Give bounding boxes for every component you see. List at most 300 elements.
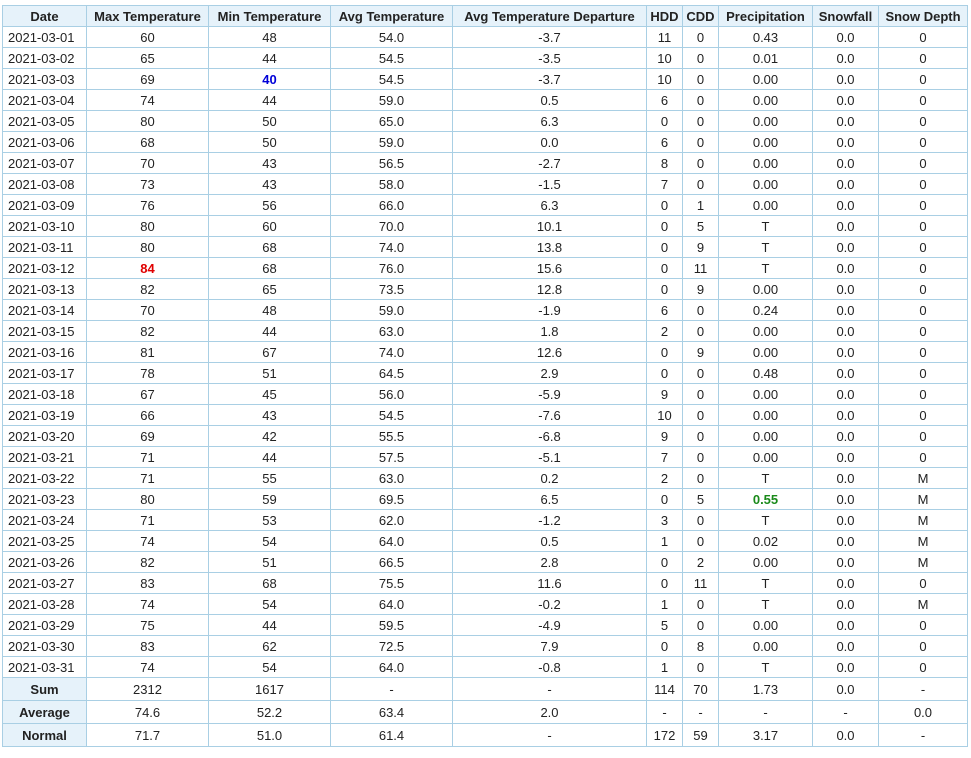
cell-snow-depth: 0: [879, 321, 968, 342]
cell-max-temperature: 74: [87, 594, 209, 615]
cell-snowfall: 0.0: [813, 90, 879, 111]
cell-min-temperature: 56: [209, 195, 331, 216]
cell-hdd: 0: [647, 195, 683, 216]
cell-snow-depth: 0: [879, 27, 968, 48]
cell-cdd: 0: [683, 27, 719, 48]
cell-snowfall: 0.0: [813, 531, 879, 552]
header-hdd: HDD: [647, 6, 683, 27]
table-row: [3, 573, 968, 594]
cell-cdd: 5: [683, 489, 719, 510]
summary-hdd: -: [647, 701, 683, 724]
cell-precipitation: 0.00: [719, 384, 813, 405]
cell-max-temperature: 70: [87, 300, 209, 321]
cell-max-temperature: 75: [87, 615, 209, 636]
table-row: [3, 321, 968, 342]
cell-cdd: 8: [683, 636, 719, 657]
cell-precipitation: 0.00: [719, 615, 813, 636]
cell-precipitation: 0.00: [719, 405, 813, 426]
cell-snow-depth: 0: [879, 363, 968, 384]
cell-date: 2021-03-02: [3, 48, 87, 69]
header-snowfall: Snowfall: [813, 6, 879, 27]
cell-date: 2021-03-17: [3, 363, 87, 384]
cell-precipitation: T: [719, 594, 813, 615]
summary-hdd: 172: [647, 724, 683, 747]
summary-precipitation: 3.17: [719, 724, 813, 747]
cell-avg-temperature: 66.5: [331, 552, 453, 573]
cell-min-temperature: 44: [209, 447, 331, 468]
cell-date: 2021-03-19: [3, 405, 87, 426]
summary-avg-temperature-departure: -: [453, 678, 647, 701]
cell-precipitation: 0.48: [719, 363, 813, 384]
cell-snowfall: 0.0: [813, 573, 879, 594]
cell-avg-temperature-departure: -3.5: [453, 48, 647, 69]
cell-snow-depth: 0: [879, 216, 968, 237]
cell-max-temperature: 74: [87, 657, 209, 678]
cell-date: 2021-03-11: [3, 237, 87, 258]
cell-cdd: 2: [683, 552, 719, 573]
summary-snow-depth: 0.0: [879, 701, 968, 724]
cell-snowfall: 0.0: [813, 195, 879, 216]
cell-min-temperature: 43: [209, 174, 331, 195]
cell-avg-temperature: 64.0: [331, 531, 453, 552]
cell-max-temperature: 78: [87, 363, 209, 384]
table-row: [3, 27, 968, 48]
cell-avg-temperature-departure: 2.8: [453, 552, 647, 573]
cell-date: 2021-03-25: [3, 531, 87, 552]
summary-avg-temperature: -: [331, 678, 453, 701]
summary-max-temperature: 2312: [87, 678, 209, 701]
cell-avg-temperature: 56.0: [331, 384, 453, 405]
cell-avg-temperature: 54.5: [331, 405, 453, 426]
header-row: [3, 6, 968, 27]
table-row: [3, 258, 968, 279]
header-date: Date: [3, 6, 87, 27]
summary-cdd: 59: [683, 724, 719, 747]
cell-avg-temperature: 54.5: [331, 69, 453, 90]
cell-date: 2021-03-28: [3, 594, 87, 615]
cell-avg-temperature: 58.0: [331, 174, 453, 195]
cell-date: 2021-03-26: [3, 552, 87, 573]
cell-avg-temperature-departure: -3.7: [453, 27, 647, 48]
cell-avg-temperature: 59.0: [331, 132, 453, 153]
cell-snowfall: 0.0: [813, 447, 879, 468]
cell-hdd: 0: [647, 342, 683, 363]
cell-snow-depth: 0: [879, 300, 968, 321]
cell-avg-temperature-departure: 0.5: [453, 90, 647, 111]
cell-max-temperature: 66: [87, 405, 209, 426]
header-avg-temperature-departure: Avg Temperature Departure: [453, 6, 647, 27]
cell-cdd: 0: [683, 447, 719, 468]
cell-max-temperature: 74: [87, 531, 209, 552]
summary-min-temperature: 52.2: [209, 701, 331, 724]
cell-max-temperature: 65: [87, 48, 209, 69]
cell-hdd: 2: [647, 321, 683, 342]
cell-min-temperature: 44: [209, 615, 331, 636]
cell-avg-temperature: 54.5: [331, 48, 453, 69]
cell-snow-depth: 0: [879, 69, 968, 90]
table-row: [3, 426, 968, 447]
cell-max-temperature: 81: [87, 342, 209, 363]
cell-hdd: 0: [647, 111, 683, 132]
cell-date: 2021-03-05: [3, 111, 87, 132]
cell-avg-temperature-departure: 10.1: [453, 216, 647, 237]
cell-avg-temperature-departure: -7.6: [453, 405, 647, 426]
cell-hdd: 5: [647, 615, 683, 636]
cell-snowfall: 0.0: [813, 615, 879, 636]
cell-min-temperature: 51: [209, 552, 331, 573]
cell-max-temperature: 83: [87, 636, 209, 657]
cell-date: 2021-03-31: [3, 657, 87, 678]
cell-date: 2021-03-22: [3, 468, 87, 489]
cell-avg-temperature: 75.5: [331, 573, 453, 594]
cell-date: 2021-03-14: [3, 300, 87, 321]
cell-cdd: 0: [683, 363, 719, 384]
cell-cdd: 0: [683, 426, 719, 447]
cell-snowfall: 0.0: [813, 69, 879, 90]
cell-snowfall: 0.0: [813, 510, 879, 531]
cell-cdd: 0: [683, 384, 719, 405]
cell-precipitation: 0.00: [719, 426, 813, 447]
summary-avg-temperature-departure: -: [453, 724, 647, 747]
cell-cdd: 0: [683, 321, 719, 342]
cell-cdd: 0: [683, 594, 719, 615]
cell-cdd: 0: [683, 300, 719, 321]
cell-snow-depth: 0: [879, 447, 968, 468]
cell-snowfall: 0.0: [813, 321, 879, 342]
cell-max-temperature: 82: [87, 279, 209, 300]
table-row: [3, 153, 968, 174]
cell-precipitation: T: [719, 237, 813, 258]
summary-hdd: 114: [647, 678, 683, 701]
cell-max-temperature: 69: [87, 69, 209, 90]
cell-hdd: 1: [647, 657, 683, 678]
cell-min-temperature: 44: [209, 48, 331, 69]
cell-cdd: 0: [683, 69, 719, 90]
summary-snowfall: 0.0: [813, 724, 879, 747]
cell-date: 2021-03-29: [3, 615, 87, 636]
cell-date: 2021-03-21: [3, 447, 87, 468]
cell-avg-temperature-departure: -1.2: [453, 510, 647, 531]
table-row: [3, 111, 968, 132]
cell-hdd: 0: [647, 279, 683, 300]
cell-max-temperature: 71: [87, 510, 209, 531]
table-row: [3, 447, 968, 468]
cell-date: 2021-03-24: [3, 510, 87, 531]
cell-hdd: 0: [647, 216, 683, 237]
cell-cdd: 9: [683, 237, 719, 258]
cell-snowfall: 0.0: [813, 657, 879, 678]
cell-max-temperature: 71: [87, 468, 209, 489]
cell-snowfall: 0.0: [813, 258, 879, 279]
cell-date: 2021-03-16: [3, 342, 87, 363]
cell-avg-temperature-departure: -6.8: [453, 426, 647, 447]
summary-row-average: [3, 701, 968, 724]
cell-cdd: 11: [683, 573, 719, 594]
cell-snowfall: 0.0: [813, 300, 879, 321]
cell-snow-depth: 0: [879, 573, 968, 594]
cell-cdd: 0: [683, 90, 719, 111]
cell-hdd: 1: [647, 594, 683, 615]
summary-row-sum: [3, 678, 968, 701]
cell-avg-temperature: 54.0: [331, 27, 453, 48]
table-row: [3, 531, 968, 552]
cell-avg-temperature-departure: -0.2: [453, 594, 647, 615]
cell-min-temperature: 59: [209, 489, 331, 510]
cell-hdd: 6: [647, 300, 683, 321]
cell-precipitation: 0.00: [719, 447, 813, 468]
cell-avg-temperature-departure: -1.9: [453, 300, 647, 321]
cell-avg-temperature: 65.0: [331, 111, 453, 132]
cell-snow-depth: 0: [879, 258, 968, 279]
cell-hdd: 1: [647, 531, 683, 552]
table-header: [3, 6, 968, 27]
cell-avg-temperature-departure: 13.8: [453, 237, 647, 258]
cell-hdd: 0: [647, 489, 683, 510]
summary-row-normal: [3, 724, 968, 747]
cell-min-temperature: 54: [209, 531, 331, 552]
cell-avg-temperature-departure: -5.9: [453, 384, 647, 405]
cell-hdd: 10: [647, 405, 683, 426]
cell-date: 2021-03-09: [3, 195, 87, 216]
cell-avg-temperature: 63.0: [331, 468, 453, 489]
cell-precipitation: T: [719, 657, 813, 678]
cell-avg-temperature: 63.0: [331, 321, 453, 342]
cell-hdd: 0: [647, 363, 683, 384]
cell-snow-depth: 0: [879, 237, 968, 258]
cell-avg-temperature-departure: -5.1: [453, 447, 647, 468]
cell-snow-depth: 0: [879, 657, 968, 678]
table-row: [3, 384, 968, 405]
cell-snow-depth: 0: [879, 384, 968, 405]
cell-min-temperature: 54: [209, 594, 331, 615]
cell-snowfall: 0.0: [813, 279, 879, 300]
summary-label: Average: [3, 701, 87, 724]
cell-date: 2021-03-15: [3, 321, 87, 342]
cell-min-temperature: 44: [209, 321, 331, 342]
cell-snow-depth: M: [879, 510, 968, 531]
header-precipitation: Precipitation: [719, 6, 813, 27]
cell-min-temperature: 50: [209, 111, 331, 132]
summary-avg-temperature: 63.4: [331, 701, 453, 724]
table-row: [3, 90, 968, 111]
cell-precipitation: 0.00: [719, 69, 813, 90]
cell-min-temperature: 55: [209, 468, 331, 489]
cell-avg-temperature: 74.0: [331, 237, 453, 258]
cell-avg-temperature: 59.5: [331, 615, 453, 636]
cell-min-temperature: 43: [209, 153, 331, 174]
cell-max-temperature: 73: [87, 174, 209, 195]
cell-snow-depth: M: [879, 552, 968, 573]
cell-max-temperature: 71: [87, 447, 209, 468]
cell-hdd: 8: [647, 153, 683, 174]
cell-cdd: 9: [683, 342, 719, 363]
summary-avg-temperature-departure: 2.0: [453, 701, 647, 724]
cell-min-temperature: 53: [209, 510, 331, 531]
summary-max-temperature: 74.6: [87, 701, 209, 724]
cell-cdd: 0: [683, 615, 719, 636]
summary-snow-depth: -: [879, 678, 968, 701]
cell-cdd: 0: [683, 153, 719, 174]
summary-cdd: 70: [683, 678, 719, 701]
cell-avg-temperature-departure: 12.8: [453, 279, 647, 300]
summary-snow-depth: -: [879, 724, 968, 747]
table-row: [3, 132, 968, 153]
cell-precipitation: 0.00: [719, 174, 813, 195]
table-row: [3, 300, 968, 321]
summary-snowfall: -: [813, 701, 879, 724]
cell-min-temperature: 60: [209, 216, 331, 237]
cell-hdd: 0: [647, 636, 683, 657]
cell-hdd: 7: [647, 174, 683, 195]
cell-precipitation: 0.00: [719, 342, 813, 363]
cell-min-temperature: 48: [209, 27, 331, 48]
cell-avg-temperature-departure: -3.7: [453, 69, 647, 90]
cell-max-temperature: 74: [87, 90, 209, 111]
cell-cdd: 0: [683, 657, 719, 678]
cell-snowfall: 0.0: [813, 594, 879, 615]
cell-max-temperature: 67: [87, 384, 209, 405]
summary-label: Sum: [3, 678, 87, 701]
header-min-temperature: Min Temperature: [209, 6, 331, 27]
table-row: [3, 363, 968, 384]
cell-precipitation: 0.00: [719, 90, 813, 111]
table-row: [3, 594, 968, 615]
header-max-temperature: Max Temperature: [87, 6, 209, 27]
cell-cdd: 0: [683, 174, 719, 195]
cell-hdd: 0: [647, 552, 683, 573]
summary-avg-temperature: 61.4: [331, 724, 453, 747]
cell-precipitation: 0.00: [719, 153, 813, 174]
cell-hdd: 7: [647, 447, 683, 468]
cell-precipitation: 0.00: [719, 279, 813, 300]
cell-snow-depth: 0: [879, 615, 968, 636]
table-row: [3, 510, 968, 531]
cell-avg-temperature: 57.5: [331, 447, 453, 468]
cell-date: 2021-03-18: [3, 384, 87, 405]
cell-date: 2021-03-13: [3, 279, 87, 300]
cell-hdd: 9: [647, 426, 683, 447]
cell-avg-temperature: 59.0: [331, 300, 453, 321]
cell-avg-temperature-departure: 12.6: [453, 342, 647, 363]
cell-cdd: 5: [683, 216, 719, 237]
climate-data-table: [2, 5, 968, 747]
cell-cdd: 0: [683, 48, 719, 69]
cell-date: 2021-03-27: [3, 573, 87, 594]
cell-min-temperature: 40: [209, 69, 331, 90]
cell-avg-temperature-departure: 6.3: [453, 195, 647, 216]
summary-cdd: -: [683, 701, 719, 724]
cell-avg-temperature: 56.5: [331, 153, 453, 174]
cell-snowfall: 0.0: [813, 342, 879, 363]
cell-cdd: 0: [683, 510, 719, 531]
table-row: [3, 405, 968, 426]
table-row: [3, 216, 968, 237]
cell-snowfall: 0.0: [813, 405, 879, 426]
table-row: [3, 489, 968, 510]
cell-precipitation: 0.00: [719, 195, 813, 216]
cell-min-temperature: 48: [209, 300, 331, 321]
cell-snow-depth: 0: [879, 48, 968, 69]
cell-snowfall: 0.0: [813, 153, 879, 174]
cell-snowfall: 0.0: [813, 132, 879, 153]
cell-min-temperature: 51: [209, 363, 331, 384]
cell-snowfall: 0.0: [813, 48, 879, 69]
cell-min-temperature: 42: [209, 426, 331, 447]
cell-avg-temperature-departure: 1.8: [453, 321, 647, 342]
cell-avg-temperature-departure: -2.7: [453, 153, 647, 174]
cell-date: 2021-03-08: [3, 174, 87, 195]
cell-cdd: 9: [683, 279, 719, 300]
table-row: [3, 69, 968, 90]
header-cdd: CDD: [683, 6, 719, 27]
cell-avg-temperature: 69.5: [331, 489, 453, 510]
cell-precipitation: 0.01: [719, 48, 813, 69]
table-row: [3, 237, 968, 258]
cell-max-temperature: 70: [87, 153, 209, 174]
cell-snow-depth: 0: [879, 90, 968, 111]
cell-avg-temperature: 64.0: [331, 657, 453, 678]
cell-snow-depth: 0: [879, 132, 968, 153]
cell-snowfall: 0.0: [813, 216, 879, 237]
cell-snow-depth: M: [879, 489, 968, 510]
summary-rows: [3, 678, 968, 747]
cell-precipitation: 0.00: [719, 111, 813, 132]
table-row: [3, 195, 968, 216]
cell-precipitation: 0.02: [719, 531, 813, 552]
summary-snowfall: 0.0: [813, 678, 879, 701]
cell-snowfall: 0.0: [813, 111, 879, 132]
cell-precipitation: T: [719, 258, 813, 279]
cell-date: 2021-03-07: [3, 153, 87, 174]
header-avg-temperature: Avg Temperature: [331, 6, 453, 27]
cell-snow-depth: 0: [879, 342, 968, 363]
cell-avg-temperature-departure: 0.5: [453, 531, 647, 552]
cell-hdd: 10: [647, 48, 683, 69]
cell-precipitation: 0.00: [719, 552, 813, 573]
cell-hdd: 2: [647, 468, 683, 489]
cell-snowfall: 0.0: [813, 384, 879, 405]
cell-min-temperature: 45: [209, 384, 331, 405]
cell-avg-temperature: 64.0: [331, 594, 453, 615]
cell-date: 2021-03-04: [3, 90, 87, 111]
cell-avg-temperature-departure: -0.8: [453, 657, 647, 678]
cell-precipitation: 0.00: [719, 636, 813, 657]
cell-hdd: 11: [647, 27, 683, 48]
cell-snowfall: 0.0: [813, 27, 879, 48]
cell-avg-temperature: 72.5: [331, 636, 453, 657]
cell-max-temperature: 68: [87, 132, 209, 153]
cell-max-temperature: 60: [87, 27, 209, 48]
cell-avg-temperature: 76.0: [331, 258, 453, 279]
cell-hdd: 10: [647, 69, 683, 90]
cell-avg-temperature-departure: -4.9: [453, 615, 647, 636]
cell-min-temperature: 68: [209, 258, 331, 279]
cell-date: 2021-03-23: [3, 489, 87, 510]
cell-avg-temperature: 55.5: [331, 426, 453, 447]
cell-min-temperature: 68: [209, 573, 331, 594]
cell-precipitation: T: [719, 573, 813, 594]
cell-date: 2021-03-03: [3, 69, 87, 90]
cell-cdd: 0: [683, 531, 719, 552]
cell-precipitation: 0.43: [719, 27, 813, 48]
cell-snow-depth: 0: [879, 153, 968, 174]
cell-date: 2021-03-30: [3, 636, 87, 657]
cell-snowfall: 0.0: [813, 489, 879, 510]
cell-min-temperature: 62: [209, 636, 331, 657]
cell-hdd: 0: [647, 258, 683, 279]
cell-max-temperature: 80: [87, 216, 209, 237]
cell-cdd: 0: [683, 111, 719, 132]
